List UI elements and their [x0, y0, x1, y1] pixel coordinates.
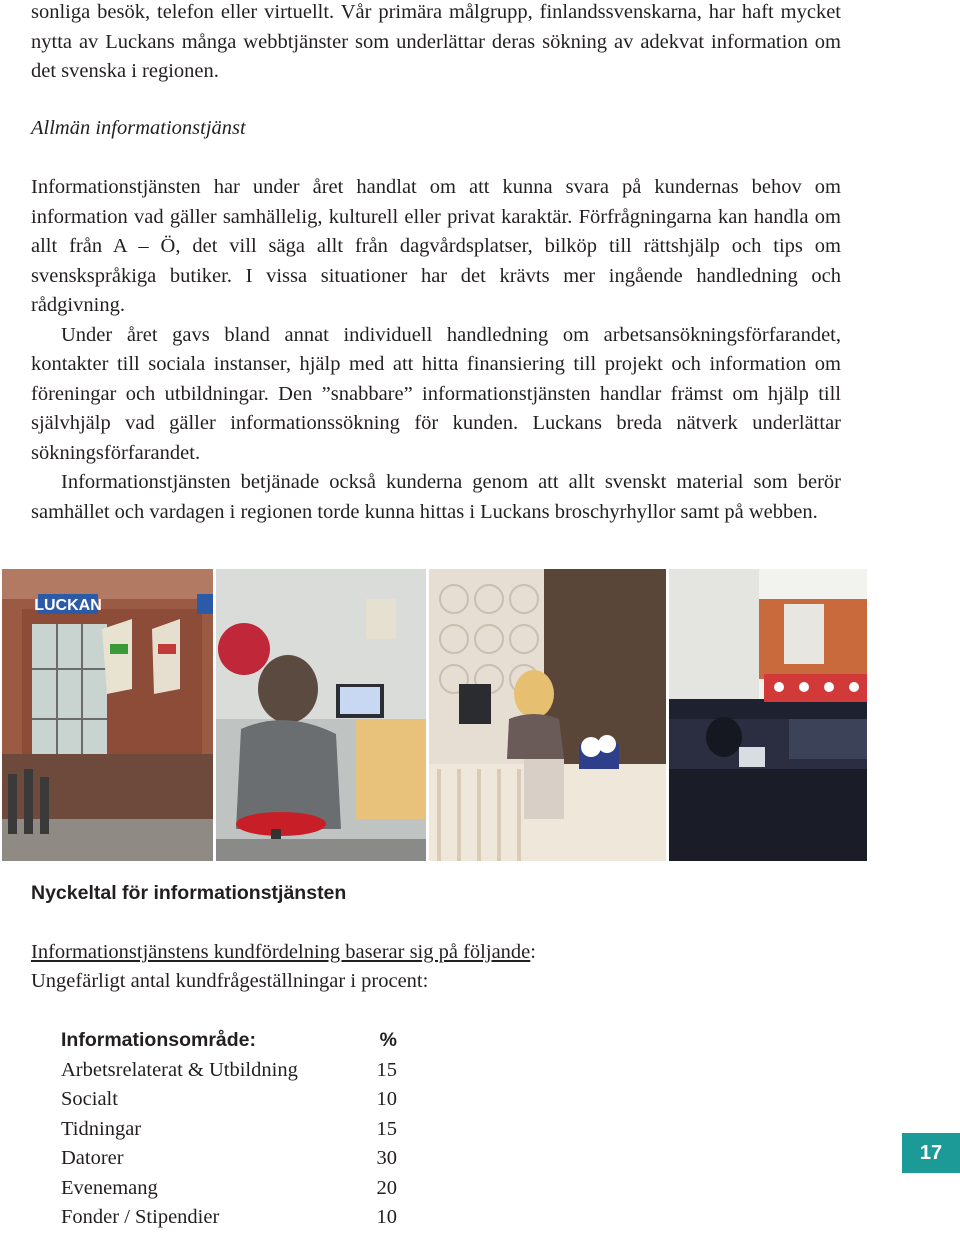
distribution-intro-colon: :	[530, 941, 536, 963]
paragraph-3: Informationstjänsten betjänade också kunderna genom att allt svenskt material som berör samhället och vardagen i regionen torde kunna hittas i Luckans broschyrhyllor samt på webben.	[31, 471, 841, 523]
photo-building-facade	[2, 569, 213, 861]
photo-strip	[2, 569, 870, 861]
row-percent: 10	[376, 1206, 397, 1228]
key-figures-heading: Nyckeltal för informationstjänsten	[31, 882, 347, 904]
row-percent: 20	[376, 1176, 397, 1199]
table-header-row	[61, 1026, 397, 1056]
distribution-intro	[31, 938, 536, 968]
paragraph-2: Under året gavs bland annat individuell handledning om arbetsansökningsförfarandet, kontakter till sociala instanser, hjälp med att hitta finansiering till projekt och information om föreningar och utbildningar. Den ”snabbare” informationstjänsten handlar främst om hjälp till självhjälp vad gäller informationssökning för kunden. Luckans breda nätverk underlättar sökningsförfarandet.	[31, 323, 841, 464]
row-percent: 15	[376, 1117, 397, 1140]
distribution-intro-line2: Ungefärligt antal kundfrågeställningar i procent:	[31, 970, 429, 992]
section-subheading: Allmän informationstjänst	[31, 117, 246, 139]
header-percent: %	[379, 1029, 397, 1051]
row-percent: 30	[376, 1147, 397, 1169]
row-area: Fonder / Stipendier	[61, 1206, 220, 1228]
distribution-intro-underlined: Informationstjänstens kundfördelning baserar sig på följande	[31, 941, 531, 963]
table-row	[61, 1085, 397, 1115]
row-percent: 10	[376, 1088, 397, 1110]
row-area: Arbetsrelaterat & Utbildning	[61, 1058, 298, 1081]
body-text-main	[31, 173, 841, 527]
table-row	[61, 1056, 397, 1086]
row-area: Datorer	[61, 1147, 124, 1169]
header-area: Informationsområde:	[61, 1029, 257, 1051]
photo-reception-desk	[429, 569, 666, 861]
table-row	[61, 1174, 397, 1204]
paragraph-1: Informationstjänsten har under året handlat om att kunna svara på kundernas behov om information vad gäller samhällelig, kulturell eller privat karaktär. Förfrågningarna kan handla om allt från A – Ö, det vill säga allt från dagvårdsplatser, bilköp till rättshjälp och tips om svenskspråkiga butiker. I vissa situationer har det krävts mer ingående handledning och rådgivning.	[31, 176, 841, 316]
row-area: Evenemang	[61, 1176, 158, 1199]
sign-text: LUCKAN	[34, 597, 102, 614]
row-area: Tidningar	[61, 1117, 142, 1140]
photo-lounge-interior	[669, 569, 867, 861]
table-row	[61, 1203, 397, 1233]
paragraph-intro: sonliga besök, telefon eller virtuellt. Vår primära målgrupp, finlandssvenskarna, har haft mycket nytta av Luckans många webbtjänster som underlättar deras sökning av adekvat information om det svenska i regionen.	[31, 1, 841, 82]
page-number-badge: 17	[902, 1133, 960, 1173]
table-row	[61, 1144, 397, 1174]
distribution-table	[61, 1026, 397, 1233]
photo-computer-user	[216, 569, 426, 861]
body-text-top	[31, 0, 841, 87]
row-percent: 15	[376, 1058, 397, 1081]
table-row	[61, 1115, 397, 1145]
row-area: Socialt	[61, 1088, 118, 1110]
